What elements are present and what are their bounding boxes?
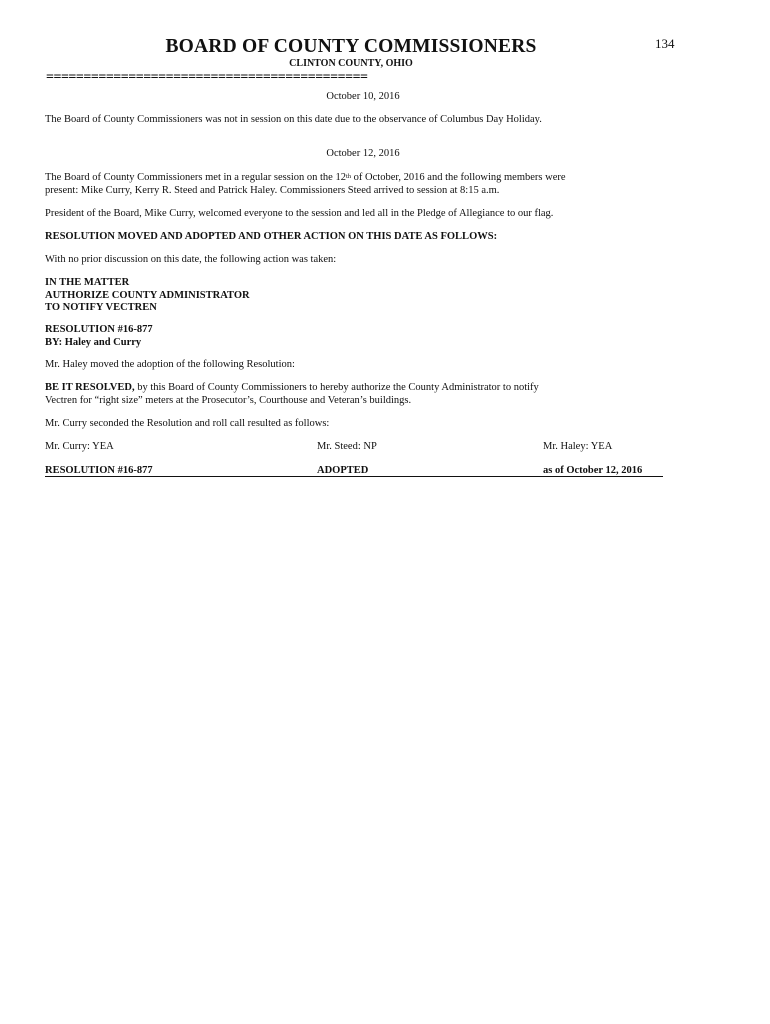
session-text-part1: The Board of County Commissioners met in a regular session on the 12 [45, 172, 346, 183]
document-title: BOARD OF COUNTY COMMISSIONERS [165, 36, 537, 57]
page-number: 134 [655, 36, 675, 51]
matter-line-1: IN THE MATTER [45, 277, 130, 288]
resolution-number: RESOLUTION #16-877 [45, 324, 153, 335]
be-it-resolved-paragraph [45, 382, 675, 407]
date-oct-10: October 10, 2016 [326, 91, 400, 102]
vote-curry: Mr. Curry: YEA [45, 441, 114, 452]
document-subtitle: CLINTON COUNTY, OHIO [289, 58, 413, 69]
matter-block [45, 277, 675, 315]
final-date: as of October 12, 2016 [543, 465, 643, 476]
vote-haley: Mr. Haley: YEA [543, 441, 613, 452]
session-paragraph [45, 172, 675, 197]
matter-line-2: AUTHORIZE COUNTY ADMINISTRATOR [45, 289, 250, 301]
resolution-by: BY: Haley and Curry [45, 336, 142, 348]
no-prior-discussion: With no prior discussion on this date, the following action was taken: [45, 254, 337, 265]
resolution-heading: RESOLUTION MOVED AND ADOPTED AND OTHER ACTION ON THIS DATE AS FOLLOWS: [45, 231, 498, 242]
matter-line-3: TO NOTIFY VECTREN [45, 302, 157, 313]
header-rule: =========================================== [46, 70, 368, 85]
be-it-resolved-line2: Vectren for “right size” meters at the Prosecutor’s, Courthouse and Veteran’s buildings. [45, 394, 412, 406]
resolution-block [45, 324, 675, 349]
moved-adoption: Mr. Haley moved the adoption of the following Resolution: [45, 359, 295, 370]
oct10-not-in-session: The Board of County Commissioners was not in session on this date due to the observance of Columbus Day Holiday. [45, 114, 542, 125]
seconded-text: Mr. Curry seconded the Resolution and roll call resulted as follows: [45, 418, 330, 429]
final-underline [45, 476, 663, 477]
president-paragraph: President of the Board, Mike Curry, welcomed everyone to the session and led all in the Pledge of Allegiance to our flag. [45, 208, 554, 219]
final-status: ADOPTED [317, 465, 369, 476]
date-oct-12: October 12, 2016 [326, 148, 400, 159]
session-text-line2: present: Mike Curry, Kerry R. Steed and Patrick Haley. Commissioners Steed arrived to session at 8:15 a.m. [45, 184, 500, 196]
session-text-part2: of October, 2016 and the following members were [351, 172, 566, 183]
session-superscript: th [345, 173, 352, 180]
be-it-resolved-lead: BE IT RESOLVED, [45, 382, 135, 393]
be-it-resolved-text: by this Board of County Commissioners to hereby authorize the County Administrator to notify [134, 382, 539, 393]
final-resolution-number: RESOLUTION #16-877 [45, 465, 153, 476]
vote-steed: Mr. Steed: NP [317, 441, 377, 452]
